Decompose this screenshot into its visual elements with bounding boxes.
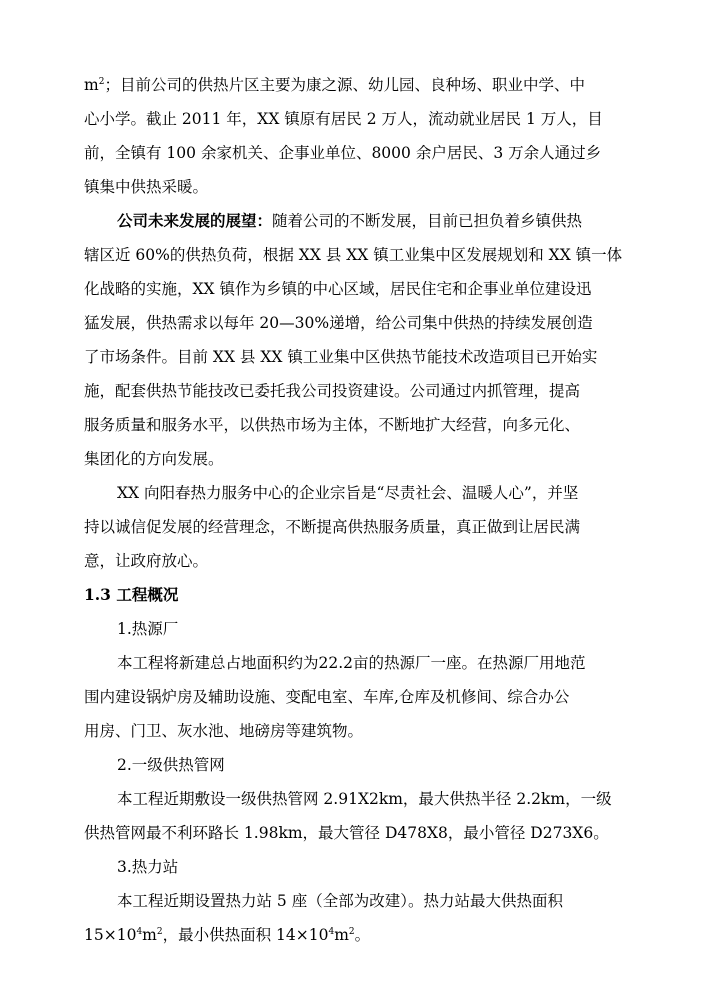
text: ；目前公司的供热片区主要为康之源、幼儿园、良种场、职业中学、中: [104, 76, 585, 94]
superscript: 2: [98, 77, 105, 87]
text: 。: [354, 926, 371, 944]
bold-label: 公司未来发展的展望：: [117, 211, 273, 230]
text: ，最小供热面积 14×10: [162, 926, 329, 944]
paragraph-line: 持以诚信促发展的经营理念，不断提高供热服务质量，真正做到让居民满: [84, 518, 581, 536]
subsection-title: 1.热源厂: [117, 620, 179, 638]
paragraph-line: XX 向阳春热力服务中心的企业宗旨是“尽责社会、温暖人心”，并坚: [117, 484, 579, 502]
superscript: 2: [348, 927, 355, 937]
paragraph-line: [84, 925, 370, 945]
paragraph-line: 前，全镇有 100 余家机关、企事业单位、8000 余户居民、3 万余人通过乡: [84, 144, 602, 162]
paragraph-line: 本工程将新建总占地面积约为22.2亩的热源厂一座。在热源厂用地范: [117, 654, 586, 672]
section-heading: 1.3 工程概况: [84, 585, 179, 604]
paragraph-line: 集团化的方向发展。: [84, 450, 224, 468]
paragraph-line: 本工程近期敷设一级供热管网 2.91X2km，最大供热半径 2.2km，一级: [117, 790, 612, 808]
paragraph-line: 意，让政府放心。: [84, 552, 209, 570]
paragraph-line: 围内建设锅炉房及辅助设施、变配电室、车库,仓库及机修间、综合办公: [84, 688, 570, 706]
paragraph-line: 镇集中供热采暖。: [84, 178, 209, 196]
paragraph-line: 供热管网最不利环路长 1.98km，最大管径 D478X8，最小管径 D273X6。: [84, 824, 609, 842]
paragraph-line: 服务质量和服务水平，以供热市场为主体，不断地扩大经营，向多元化、: [84, 416, 581, 434]
paragraph-line: 化战略的实施，XX 镇作为乡镇的中心区域，居民住宅和企事业单位建设迅: [84, 280, 592, 298]
unit-text: m: [84, 76, 99, 94]
paragraph-line: 辖区近 60%的供热负荷，根据 XX 县 XX 镇工业集中区发展规划和 XX 镇一体: [84, 246, 623, 264]
subsection-title: 2.一级供热管网: [117, 756, 225, 774]
unit-text: m: [142, 926, 157, 944]
subsection-title: 3.热力站: [117, 858, 179, 876]
paragraph-line: 用房、门卫、灰水池、地磅房等建筑物。: [84, 722, 364, 740]
unit-text: m: [334, 926, 349, 944]
paragraph-line: [117, 211, 582, 231]
superscript: 4: [328, 927, 335, 937]
paragraph-line: 心小学。截止 2011 年，XX 镇原有居民 2 万人，流动就业居民 1 万人，目: [84, 110, 603, 128]
paragraph-line: [84, 75, 585, 95]
paragraph-line: 猛发展，供热需求以每年 20—30%递增，给公司集中供热的持续发展创造: [84, 314, 593, 332]
text: 随着公司的不断发展，目前已担负着乡镇供热: [272, 212, 583, 230]
paragraph-line: 施，配套供热节能技改已委托我公司投资建设。公司通过内抓管理，提高: [84, 382, 581, 400]
superscript: 2: [156, 927, 163, 937]
paragraph-line: 本工程近期设置热力站 5 座（全部为改建）。热力站最大供热面积: [117, 892, 563, 910]
text: 15×10: [84, 926, 137, 944]
paragraph-line: 了市场条件。目前 XX 县 XX 镇工业集中区供热节能技术改造项目已开始实: [84, 348, 598, 366]
superscript: 4: [136, 927, 143, 937]
